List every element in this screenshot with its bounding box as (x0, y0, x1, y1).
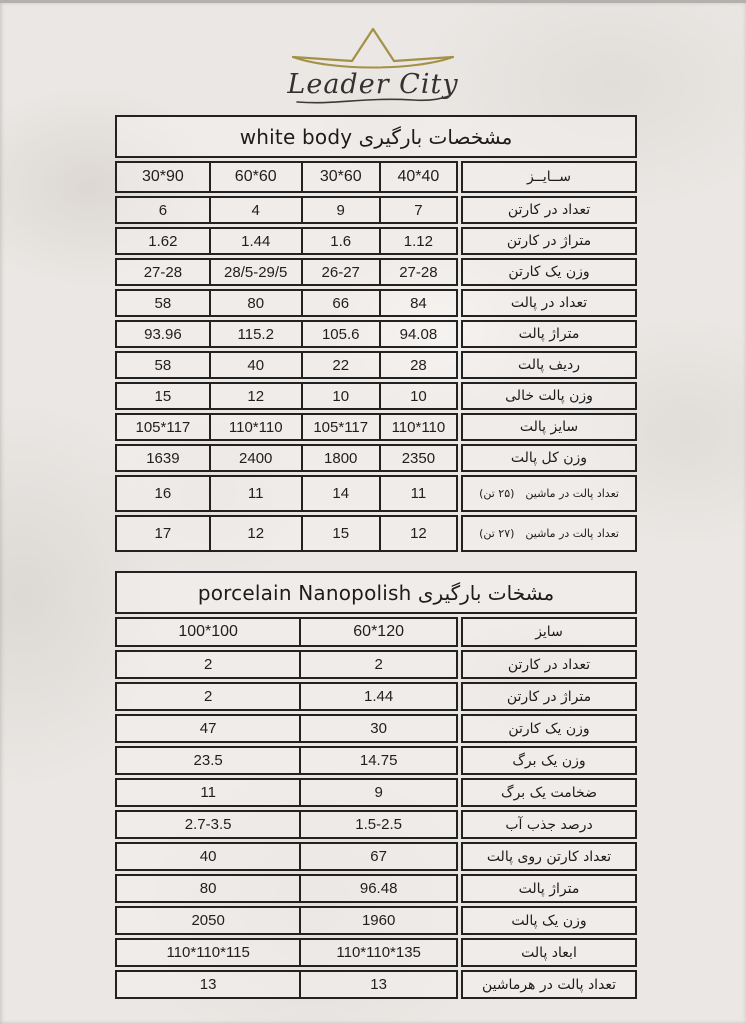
value-cell: 1.5-2.5 (299, 812, 456, 837)
value-cell: 12 (379, 517, 456, 550)
table-row (115, 382, 637, 410)
value-cell: 4 (209, 198, 301, 222)
row-label: تعداد در کارتن (461, 196, 637, 224)
row-values (115, 444, 458, 472)
value-cell: 66 (301, 291, 379, 315)
value-cell: 12 (209, 517, 301, 550)
value-cell: 14.75 (299, 748, 456, 773)
row-values (115, 650, 458, 679)
value-cell: 27-28 (143, 263, 183, 281)
row-values (115, 413, 458, 441)
table-row (115, 682, 637, 711)
value-cell: 10 (379, 384, 456, 408)
value-cell: 94.08 (379, 322, 456, 346)
row-label: متراژ در کارتن (461, 682, 637, 711)
row-values (115, 320, 458, 348)
row-values (115, 289, 458, 317)
row-values (115, 258, 458, 286)
value-cell: 2350 (379, 446, 456, 470)
row-label: وزن یک کارتن (461, 714, 637, 743)
value-cell: 1.62 (148, 232, 178, 250)
value-cell: 40 (199, 848, 217, 865)
value-cell: 1.12 (379, 229, 456, 253)
value-cell: 15 (301, 517, 379, 550)
row-values (115, 906, 458, 935)
value-cell: 105*117 (135, 418, 191, 436)
row-label: وزن یک کارتن (461, 258, 637, 286)
column-header-cell: 30*90 (141, 168, 184, 185)
value-cell: 27-28 (379, 260, 456, 284)
row-label: ردیف پالت (461, 351, 637, 379)
table-row (115, 810, 637, 839)
row-values (115, 617, 458, 647)
table-row (115, 227, 637, 255)
value-cell: 16 (154, 485, 172, 502)
row-label: متراژ پالت (461, 874, 637, 903)
row-values (115, 515, 458, 552)
value-cell: 2050 (191, 912, 225, 929)
value-cell: 115.2 (209, 322, 301, 346)
value-cell: 30 (299, 716, 456, 741)
table-row (115, 515, 637, 552)
value-cell: 9 (299, 780, 456, 805)
row-label: وزن یک برگ (461, 746, 637, 775)
row-values (115, 874, 458, 903)
row-values (115, 475, 458, 512)
header-row (115, 617, 637, 647)
column-header-cell: 100*100 (178, 623, 238, 640)
column-header-cell: 60*60 (209, 163, 301, 191)
row-values (115, 778, 458, 807)
value-cell: 7 (379, 198, 456, 222)
row-values (115, 810, 458, 839)
size-header-label: ســايــز (461, 161, 637, 193)
value-cell: 67 (299, 844, 456, 869)
value-cell: 105.6 (301, 322, 379, 346)
table-row (115, 320, 637, 348)
value-cell: 58 (154, 356, 172, 374)
value-cell: 80 (209, 291, 301, 315)
value-cell: 12 (209, 384, 301, 408)
row-values (115, 161, 458, 193)
row-label: تعداد پالت در ماشین (۲۷ تن) (461, 515, 637, 552)
table-row (115, 714, 637, 743)
brand-name: Leader City (287, 69, 459, 100)
row-label: تعداد پالت در ماشین (۲۵ تن) (461, 475, 637, 512)
value-cell: 2 (203, 688, 213, 705)
value-cell: 28/5-29/5 (209, 260, 301, 284)
value-cell: 1960 (299, 908, 456, 933)
value-cell: 58 (154, 294, 172, 312)
row-values (115, 227, 458, 255)
table-row (115, 444, 637, 472)
table-row (115, 258, 637, 286)
crown-icon (290, 25, 456, 71)
row-values (115, 842, 458, 871)
table-row (115, 906, 637, 935)
table-row (115, 196, 637, 224)
value-cell: 84 (379, 291, 456, 315)
value-cell: 15 (154, 387, 172, 405)
nanopolish-table (115, 571, 637, 999)
row-values (115, 351, 458, 379)
value-cell: 11 (209, 477, 301, 510)
value-cell: 1639 (146, 449, 180, 467)
value-cell: 9 (301, 198, 379, 222)
row-values (115, 382, 458, 410)
white-body-table (115, 115, 637, 552)
row-label: درصد جذب آب (461, 810, 637, 839)
value-cell: 1.6 (301, 229, 379, 253)
value-cell: 26-27 (301, 260, 379, 284)
row-label: تعداد در کارتن (461, 650, 637, 679)
value-cell: 1800 (301, 446, 379, 470)
value-cell: 2.7-3.5 (184, 816, 232, 833)
brand-logo (273, 25, 473, 106)
table-title: مشخصات بارگیری white body (115, 115, 637, 158)
value-cell: 1.44 (299, 684, 456, 709)
row-values (115, 196, 458, 224)
value-cell: 96.48 (299, 876, 456, 901)
row-label: سایز پالت (461, 413, 637, 441)
value-cell: 40 (209, 353, 301, 377)
value-cell: 22 (301, 353, 379, 377)
value-cell: 6 (158, 201, 168, 219)
row-values (115, 682, 458, 711)
table-row (115, 970, 637, 999)
table-row (115, 938, 637, 967)
row-label: متراژ پالت (461, 320, 637, 348)
value-cell: 80 (199, 880, 217, 897)
row-values (115, 714, 458, 743)
row-label: ضخامت یک برگ (461, 778, 637, 807)
table-row (115, 778, 637, 807)
size-header-label: سایز (461, 617, 637, 647)
row-values (115, 746, 458, 775)
value-cell: 1.44 (209, 229, 301, 253)
row-label: وزن پالت خالی (461, 382, 637, 410)
table-row (115, 874, 637, 903)
row-label: وزن یک پالت (461, 906, 637, 935)
row-values (115, 938, 458, 967)
value-cell: 10 (301, 384, 379, 408)
value-cell: 2 (203, 656, 213, 673)
value-cell: 110*110 (209, 415, 301, 439)
value-cell: 13 (199, 976, 217, 993)
value-cell: 13 (299, 972, 456, 997)
row-values (115, 970, 458, 999)
value-cell: 17 (154, 525, 172, 542)
value-cell: 2 (299, 652, 456, 677)
header-row (115, 161, 637, 193)
value-cell: 23.5 (193, 752, 223, 769)
row-label: تعداد کارتن روی پالت (461, 842, 637, 871)
value-cell: 110*110 (379, 415, 456, 439)
column-header-cell: 40*40 (379, 163, 456, 191)
row-label: وزن کل پالت (461, 444, 637, 472)
table-row (115, 475, 637, 512)
table-row (115, 842, 637, 871)
column-header-cell: 60*120 (299, 619, 456, 645)
value-cell: 2400 (209, 446, 301, 470)
table-row (115, 413, 637, 441)
row-label: ابعاد پالت (461, 938, 637, 967)
table-row (115, 351, 637, 379)
value-cell: 14 (301, 477, 379, 510)
value-cell: 11 (379, 477, 456, 510)
value-cell: 110*110*115 (166, 944, 250, 961)
value-cell: 105*117 (301, 415, 379, 439)
row-label: تعداد در پالت (461, 289, 637, 317)
value-cell: 28 (379, 353, 456, 377)
value-cell: 11 (200, 784, 216, 801)
table-row (115, 650, 637, 679)
table-title: مشخات بارگیری porcelain Nanopolish (115, 571, 637, 614)
value-cell: 110*110*135 (299, 940, 456, 965)
table-row (115, 746, 637, 775)
value-cell: 93.96 (144, 325, 182, 343)
row-label: متراژ در کارتن (461, 227, 637, 255)
value-cell: 47 (199, 720, 217, 737)
table-row (115, 289, 637, 317)
row-label: تعداد پالت در هرماشین (461, 970, 637, 999)
column-header-cell: 30*60 (301, 163, 379, 191)
